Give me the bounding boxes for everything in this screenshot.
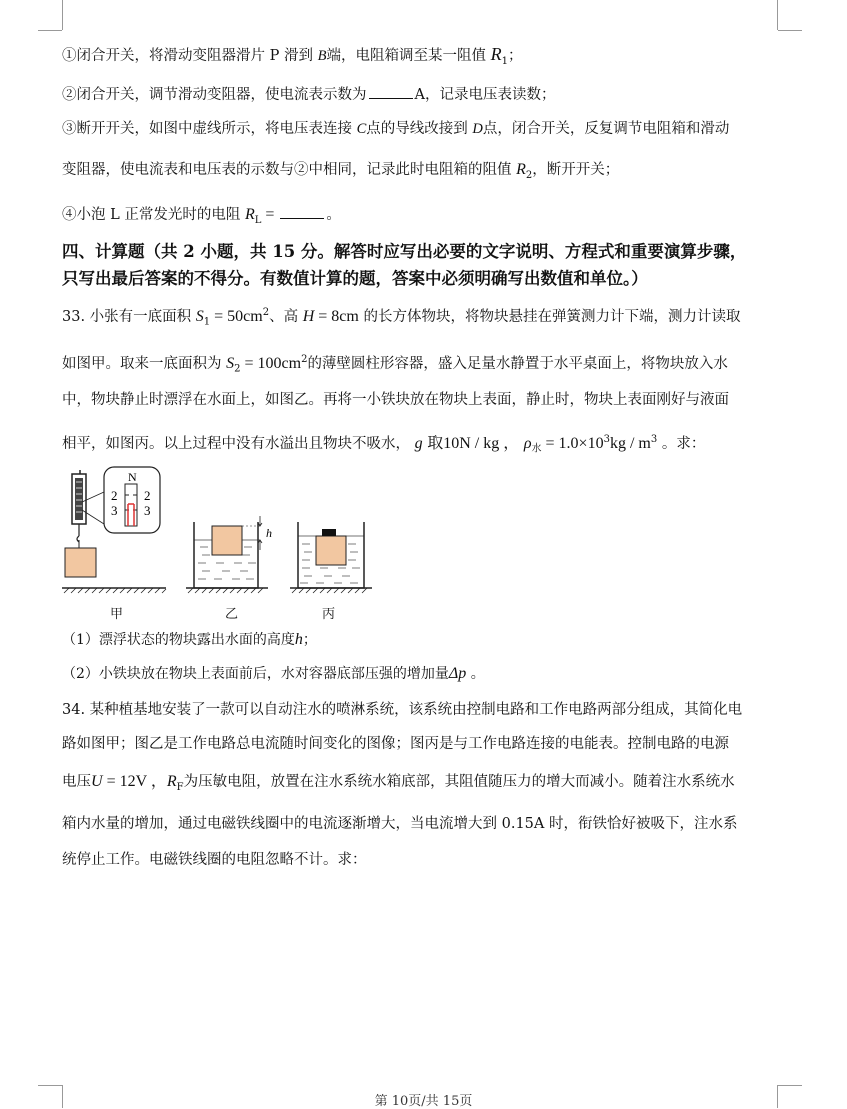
step-1-text-2: 端，电阻箱调至某一阻值 [326, 48, 486, 64]
h-symbol: h [294, 631, 303, 648]
h-label: h [266, 526, 272, 540]
equals-sign: = [261, 206, 279, 223]
step-3-text: ③断开开关，如图中虚线所示，将电压表连接 [62, 121, 352, 137]
r2-symbol: R [516, 161, 526, 178]
q33-text-end: 。求： [657, 435, 706, 452]
u-value: = 12V ， [102, 773, 167, 790]
step-4-text: ④小泡 L 正常发光时的电阻 [62, 207, 241, 223]
step-2-text: ②闭合开关，调节滑动变阻器，使电流表示数为 [62, 87, 367, 103]
q34-line-4: 箱内水量的增加，通过电磁铁线圈中的电流逐渐增大，当电流增大到 0.15A 时，衔铁恰好被吸下，注水系 [62, 816, 738, 832]
step-3-cont-end: ，断开开关； [532, 162, 620, 178]
step-3 [62, 119, 729, 139]
q33-sub-1 [62, 630, 317, 650]
step-3-text-3: 点，闭合开关，反复调节电阻箱和滑动 [482, 121, 730, 137]
rl-subscript: L [254, 214, 262, 226]
q33-figure [62, 462, 382, 597]
q33-sub-2 [62, 664, 485, 684]
delta-p-symbol: Δp [448, 665, 467, 682]
figure-label-yi: 乙 [225, 607, 239, 622]
point-b: B [317, 48, 327, 64]
crop-mark [777, 0, 778, 30]
step-3-text-2: 点的导线改接到 [366, 121, 468, 137]
spring-scale-diagram [62, 467, 166, 593]
figure-label-bing: 丙 [322, 607, 336, 622]
q33-line-3: 中，物块静止时漂浮在水面上，如图乙。再将一小铁块放在物块上表面，静止时，物块上表面刚好与液面 [62, 392, 729, 408]
q34-line-2: 路如图甲；图乙是工作电路总电流随时间变化的图像；图丙是与工作电路连接的电能表。控制电路的电源 [62, 736, 729, 752]
q34-line-3 [62, 772, 735, 798]
g-value: 取10N / kg ， [427, 434, 520, 452]
step-3-cont [62, 160, 619, 186]
rho-value: = 1.0×10 [541, 434, 604, 452]
rho-subscript: 水 [531, 443, 542, 455]
q33-line-2 [62, 350, 728, 380]
g-symbol: g [414, 434, 423, 452]
q33-text: 如图甲。取来一底面积为 [62, 355, 222, 372]
rl-symbol: R [244, 206, 255, 223]
sub-question-end: ； [302, 632, 317, 648]
step-1 [62, 44, 522, 72]
block-with-iron-diagram [290, 522, 372, 593]
s2-subscript: 2 [234, 363, 241, 375]
q34-text-2: 为压敏电阻，放置在注水系统水箱底部，其阻值随压力的增大而减小。随着注水系统水 [183, 774, 735, 790]
unit-newton-label: N [128, 470, 137, 484]
s1-value: = 50cm [210, 307, 263, 325]
s2-value: = 100cm [240, 354, 302, 372]
crop-mark [778, 1085, 802, 1086]
point-c: C [356, 121, 367, 137]
q33-text: 相平，如图丙。以上过程中没有水溢出且物块不吸水， [62, 435, 410, 452]
q34-line-5: 统停止工作。电磁铁线圈的电阻忽略不计。求： [62, 852, 367, 868]
step-2-text-2: A，记录电压表读数； [414, 87, 556, 103]
r1-subscript: 1 [501, 55, 508, 67]
tick-label-right: 2 [144, 488, 151, 503]
q33-text-2: 的薄壁圆柱形容器，盛入足量水静置于水平桌面上，将物块放入水 [307, 355, 728, 372]
crop-mark [62, 0, 63, 30]
step-1-text: ①闭合开关，将滑动变阻器滑片 P 滑到 [62, 48, 313, 64]
step-4-end: 。 [326, 207, 341, 223]
crop-mark [38, 30, 62, 31]
superscript: 3 [603, 434, 610, 445]
sub-question-text: （2）小铁块放在物块上表面前后，水对容器底部压强的增加量 [62, 666, 449, 682]
s1-subscript: 1 [203, 316, 211, 328]
section-heading-line-2: 只写出最后答案的不得分。有数值计算的题，答案中必须明确写出数值和单位。） [62, 269, 648, 288]
superscript: 2 [301, 354, 308, 365]
q33-text: 33. 小张有一底面积 [62, 308, 192, 325]
tick-label-right: 3 [144, 503, 151, 518]
crop-mark [38, 1085, 62, 1086]
tick-label-left: 2 [111, 488, 118, 503]
superscript: 2 [262, 307, 270, 318]
h-value: = 8cm [314, 307, 359, 325]
h-symbol: H [302, 307, 315, 325]
step-3-cont-text: 变阻器，使电流表和电压表的示数与②中相同，记录此时电阻箱的阻值 [62, 162, 512, 178]
rho-unit: kg / m [609, 434, 651, 452]
rf-symbol: R [166, 773, 177, 790]
superscript: 3 [650, 434, 658, 445]
r2-subscript: 2 [525, 169, 533, 181]
q33-line-1 [62, 303, 740, 333]
q33-line-4 [62, 430, 705, 460]
rho-symbol: ρ [523, 434, 532, 452]
page-footer: 第 10页/共 15页 [374, 1094, 473, 1109]
step-4 [62, 205, 341, 231]
step-1-end: ； [507, 48, 523, 64]
sub-question-text: （1）漂浮状态的物块露出水面的高度 [62, 632, 295, 648]
r1-symbol: R [490, 44, 502, 64]
section-heading-line-1: 四、计算题（共 2 小题，共 15 分。解答时应写出必要的文字说明、方程式和重要演算步骤， [62, 242, 747, 261]
q33-text-3: 的长方体物块，将物块悬挂在弹簧测力计下端，测力计读取 [363, 308, 741, 325]
crop-mark [778, 30, 802, 31]
answer-blank [280, 205, 324, 219]
q33-text-2: 、高 [269, 308, 299, 325]
figure-label-jia: 甲 [110, 607, 124, 622]
q34-text: 电压 [62, 774, 91, 790]
rf-subscript: F [176, 781, 184, 793]
answer-blank [369, 85, 413, 99]
tick-label-left: 3 [111, 503, 118, 518]
point-d: D [472, 121, 483, 137]
q34-line-1: 34. 某种植基地安装了一款可以自动注水的喷淋系统，该系统由控制电路和工作电路两部分组成，其简化电 [62, 702, 743, 718]
u-symbol: U [91, 773, 103, 790]
step-2 [62, 85, 555, 105]
sub-question-end: 。 [466, 666, 485, 682]
s2-symbol: S [226, 354, 235, 372]
s1-symbol: S [195, 307, 204, 325]
floating-block-diagram [186, 516, 272, 593]
